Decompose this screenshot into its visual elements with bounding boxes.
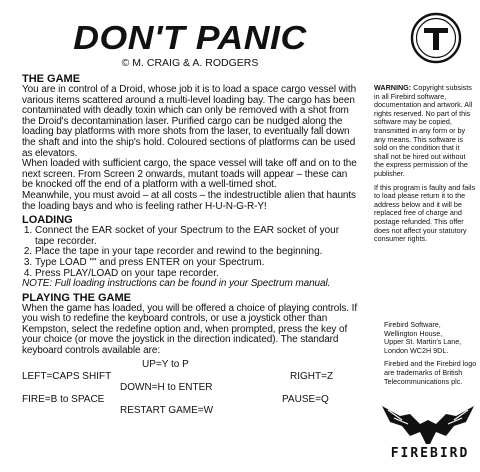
loading-step: 2. Place the tape in your tape recorder and rewind to the beginning. [35, 247, 358, 258]
control-fire: FIRE=B to SPACE [22, 393, 105, 405]
address-line: Upper St. Martin's Lane, [384, 337, 462, 347]
trademark-notice: Firebird and the Firebird logo are trademarks of British Telecommunications plc. [384, 359, 477, 386]
publisher-block [384, 321, 478, 391]
instructions-column [22, 20, 358, 415]
warning-body: Copyright subsists in all Firebird software, documentation and artwork. All rights reserved. No part of this software may be copied, transmitted in any form or by any means. This software is sold on the condition that it shall not be hired out without the express permission of the publisher. [374, 83, 473, 178]
control-right: RIGHT=Z [290, 370, 334, 382]
warning-block [374, 84, 476, 249]
playing-paragraph: When the game has loaded, you will be offered a choice of playing controls. If you wish to redefine the keyboard controls, or use a joystick other than Kempston, select the redefine option and, when prompted, press the key of your choice (or move the joystick in the direction indicated). The standard keyboard controls available are: [22, 302, 357, 357]
warning-text [374, 84, 476, 179]
loading-step: 3. Type LOAD "" and press ENTER on your Spectrum. [35, 258, 358, 269]
address-line: Wellington House, [384, 328, 443, 338]
game-paragraph: Meanwhile, you must avoid – at all costs – the indestructible alien that haunts the loading bays and who is feeling rather H-U-N-G-R-Y! [22, 189, 356, 212]
faulty-notice: If this program is faulty and fails to load please return it to the address below and it will be replaced free of charge and postage refunded. This offer does not affect your statutory consumer rights. [374, 182, 476, 244]
warning-lead: WARNING: [374, 83, 412, 92]
keyboard-controls [22, 357, 358, 415]
loading-note: NOTE: Full loading instructions can be found in your Spectrum manual. [22, 278, 331, 290]
address-line: Firebird Software, [384, 320, 441, 329]
publisher-address [384, 321, 478, 355]
control-up: UP=Y to P [142, 358, 189, 370]
firebird-t-logo-icon [410, 12, 462, 64]
control-restart: RESTART GAME=W [120, 404, 214, 416]
page-title: DON'T PANIC [73, 19, 307, 56]
control-left: LEFT=CAPS SHIFT [22, 370, 112, 382]
loading-heading: LOADING [22, 214, 73, 227]
address-line: London WC2H 9DL. [384, 345, 449, 355]
game-paragraph: When loaded with sufficient cargo, the space vessel will take off and on to the next screen. From Screen 2 onwards, mutant toads will appear – these can be knocked off the end of a platform with a well-timed shot. [22, 158, 357, 191]
control-down: DOWN=H to ENTER [120, 381, 213, 393]
loading-step: 4. Press PLAY/LOAD on your tape recorder. [35, 269, 358, 280]
game-heading: THE GAME [22, 73, 81, 85]
game-paragraph: You are in control of a Droid, whose job it is to load a space cargo vessel with various items scattered around a multi-level loading bay. The cargo has been contaminated with deadly toxin which can only be removed with a shot from the Droid's decontamination laser. Purified cargo can be nudged along the loading bay platforms with more shots from the laser, to eventually fall down the shaft and into the ship's hold. Coloured sections of platforms can be used as elevators. [22, 84, 357, 159]
authors-credit: © M. CRAIG & A. RODGERS [121, 57, 259, 69]
firebird-bird-logo-icon [380, 400, 476, 446]
control-pause: PAUSE=Q [282, 393, 329, 405]
loading-step: 1. Connect the EAR socket of your Spectrum to the EAR socket of your tape recorder. [35, 226, 358, 247]
loading-steps [22, 226, 358, 279]
firebird-wordmark: FIREBIRD [390, 446, 470, 461]
playing-heading: PLAYING THE GAME [22, 291, 131, 304]
